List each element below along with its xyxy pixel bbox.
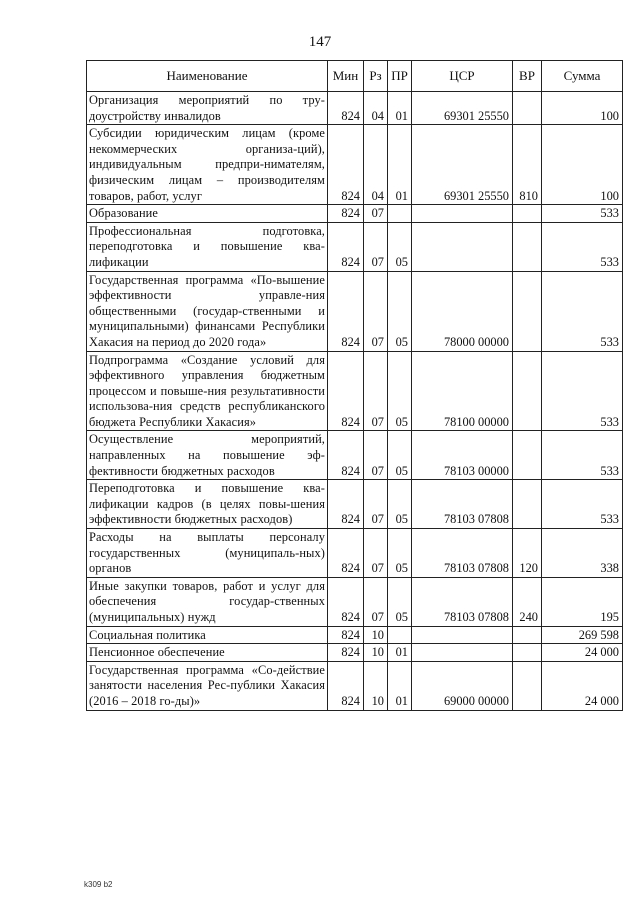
row-vr [513, 271, 542, 351]
table-row [87, 661, 623, 710]
row-rz: 07 [364, 577, 388, 626]
row-name: Образование [87, 205, 328, 223]
row-rz: 07 [364, 351, 388, 431]
row-sum: 100 [542, 92, 623, 125]
header-rz: Рз [364, 61, 388, 92]
row-sum: 533 [542, 480, 623, 529]
row-min: 824 [328, 125, 364, 205]
row-csr: 78103 00000 [412, 431, 513, 480]
row-min: 824 [328, 644, 364, 662]
row-vr [513, 92, 542, 125]
row-pr: 01 [388, 644, 412, 662]
row-name: Государственная программа «По-вышение эффективности управле-ния общественными (государ-ственными и муниципальными) финансами Республики Хакасия на период до 2020 года» [87, 271, 328, 351]
row-name: Субсидии юридическим лицам (кроме некоммерческих организа-ций), индивидуальным предпри-нимателям, физическим лицам – производителям товаров, работ, услуг [87, 125, 328, 205]
row-rz: 07 [364, 431, 388, 480]
row-pr: 05 [388, 529, 412, 578]
row-csr: 78000 00000 [412, 271, 513, 351]
row-pr: 05 [388, 577, 412, 626]
table-header-row [87, 61, 623, 92]
row-min: 824 [328, 271, 364, 351]
table-row [87, 125, 623, 205]
row-csr: 78103 07808 [412, 529, 513, 578]
row-csr [412, 644, 513, 662]
table-row [87, 222, 623, 271]
row-pr [388, 205, 412, 223]
table-row [87, 577, 623, 626]
budget-table [86, 60, 623, 711]
header-vr: ВР [513, 61, 542, 92]
row-name: Социальная политика [87, 626, 328, 644]
row-pr: 05 [388, 351, 412, 431]
footer-code: k309 b2 [84, 880, 113, 889]
row-sum: 338 [542, 529, 623, 578]
row-sum: 533 [542, 271, 623, 351]
header-sum: Сумма [542, 61, 623, 92]
row-name: Пенсионное обеспечение [87, 644, 328, 662]
row-rz: 07 [364, 529, 388, 578]
row-csr: 78103 07808 [412, 480, 513, 529]
header-pr: ПР [388, 61, 412, 92]
row-name: Организация мероприятий по тру-доустройству инвалидов [87, 92, 328, 125]
table-row [87, 644, 623, 662]
row-min: 824 [328, 92, 364, 125]
row-rz: 07 [364, 205, 388, 223]
row-sum: 533 [542, 351, 623, 431]
row-rz: 07 [364, 480, 388, 529]
row-rz: 10 [364, 626, 388, 644]
row-min: 824 [328, 205, 364, 223]
table-row [87, 529, 623, 578]
row-csr: 78100 00000 [412, 351, 513, 431]
row-vr [513, 644, 542, 662]
row-name: Профессиональная подготовка, переподготовка и повышение ква-лификации [87, 222, 328, 271]
table-row [87, 205, 623, 223]
row-vr [513, 205, 542, 223]
table-row [87, 351, 623, 431]
row-csr [412, 205, 513, 223]
row-min: 824 [328, 480, 364, 529]
row-pr: 05 [388, 222, 412, 271]
row-rz: 10 [364, 644, 388, 662]
row-pr: 01 [388, 92, 412, 125]
row-pr: 05 [388, 480, 412, 529]
row-min: 824 [328, 529, 364, 578]
row-vr [513, 222, 542, 271]
row-sum: 24 000 [542, 661, 623, 710]
row-vr: 810 [513, 125, 542, 205]
row-vr: 120 [513, 529, 542, 578]
row-csr [412, 626, 513, 644]
row-rz: 04 [364, 92, 388, 125]
row-pr: 05 [388, 271, 412, 351]
row-vr [513, 626, 542, 644]
table-row [87, 271, 623, 351]
table-row [87, 431, 623, 480]
header-csr: ЦСР [412, 61, 513, 92]
row-min: 824 [328, 661, 364, 710]
table-row [87, 92, 623, 125]
row-sum: 100 [542, 125, 623, 205]
row-vr: 240 [513, 577, 542, 626]
row-min: 824 [328, 431, 364, 480]
row-name: Подпрограмма «Создание условий для эффективного управления бюджетным процессом и повыше-ния результативности использова-ния средств республиканского бюджета Республики Хакасия» [87, 351, 328, 431]
row-pr [388, 626, 412, 644]
row-sum: 24 000 [542, 644, 623, 662]
table-row [87, 480, 623, 529]
row-csr: 69301 25550 [412, 125, 513, 205]
row-csr: 69000 00000 [412, 661, 513, 710]
row-min: 824 [328, 626, 364, 644]
row-csr: 69301 25550 [412, 92, 513, 125]
row-name: Осуществление мероприятий, направленных на повышение эф-фективности бюджетных расходов [87, 431, 328, 480]
row-name: Расходы на выплаты персоналу государственных (муниципаль-ных) органов [87, 529, 328, 578]
row-sum: 533 [542, 222, 623, 271]
row-min: 824 [328, 222, 364, 271]
row-sum: 195 [542, 577, 623, 626]
table-row [87, 626, 623, 644]
header-min: Мин [328, 61, 364, 92]
row-sum: 269 598 [542, 626, 623, 644]
row-sum: 533 [542, 205, 623, 223]
row-name: Государственная программа «Со-действие занятости населения Рес-публики Хакасия (2016 – 2018 го-ды)» [87, 661, 328, 710]
row-rz: 07 [364, 222, 388, 271]
row-pr: 01 [388, 661, 412, 710]
row-sum: 533 [542, 431, 623, 480]
row-vr [513, 351, 542, 431]
row-name: Иные закупки товаров, работ и услуг для обеспечения государ-ственных (муниципальных) нужд [87, 577, 328, 626]
row-rz: 04 [364, 125, 388, 205]
header-name: Наименование [87, 61, 328, 92]
row-min: 824 [328, 351, 364, 431]
row-csr: 78103 07808 [412, 577, 513, 626]
row-min: 824 [328, 577, 364, 626]
row-vr [513, 431, 542, 480]
row-rz: 10 [364, 661, 388, 710]
row-name: Переподготовка и повышение ква-лификации кадров (в целях повы-шения эффективности бюджетных расходов) [87, 480, 328, 529]
row-vr [513, 661, 542, 710]
row-vr [513, 480, 542, 529]
page-number: 147 [308, 34, 332, 50]
row-pr: 01 [388, 125, 412, 205]
row-csr [412, 222, 513, 271]
row-pr: 05 [388, 431, 412, 480]
row-rz: 07 [364, 271, 388, 351]
